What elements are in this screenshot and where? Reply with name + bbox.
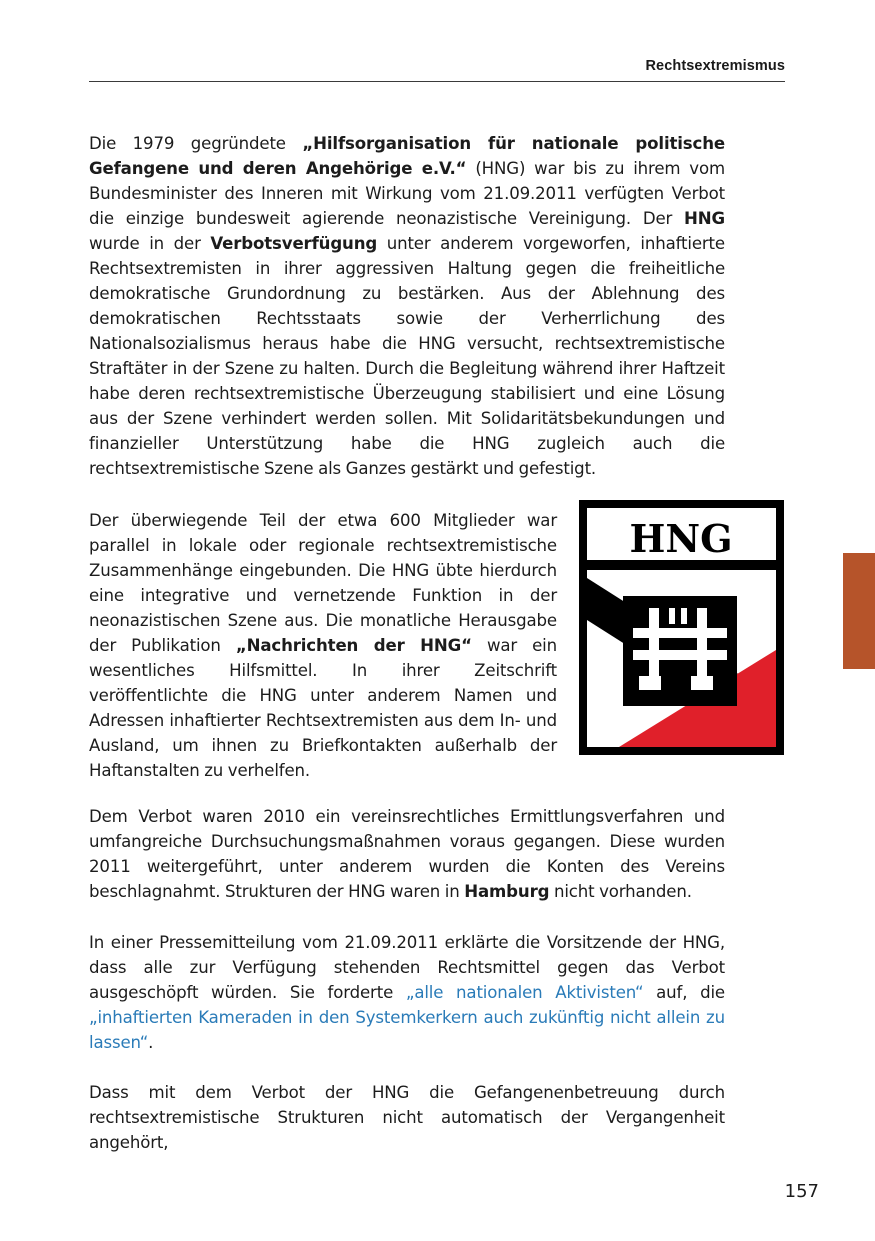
paragraph-1: Die 1979 gegründete „Hilfsorganisation für nationale politische Gefangene und deren Angehörige e.V.“ (HNG) war bis zu ihrem vom Bundesminister des Inneren mit Wirkung vom 21.09.2011 verfügten Verbot die einzige bundesweit agierende neonazistische Vereinigung. Der HNG wurde in der Verbotsverfügung unter anderem vorgeworfen, inhaftierte Rechtsextremisten in ihrer aggressiven Haltung gegen die freiheitliche demokratische Grundordnung zu bestärken. Aus der Ablehnung des demokratischen Rechtsstaats sowie der Verherrlichung des Nationalsozialismus heraus habe die HNG versucht, rechtsextremistische Straftäter in der Szene zu halten. Durch die Begleitung während ihrer Haftzeit habe deren rechtsextremistische Überzeugung stabilisiert und eine Lösung aus der Szene verhindert werden sollen. Mit Solidaritätsbekundungen und finanzieller Unterstützung habe die HNG zugleich auch die rechtsextremistische Szene als Ganzes gestärkt und gefestigt. <box>89 134 725 478</box>
page-number: 157 <box>784 1181 819 1202</box>
quote-2: „inhaftierten Kameraden in den Systemkerkern auch zukünftig nicht allein zu lassen“ <box>89 1008 725 1052</box>
quote-1: „alle nationalen Aktivisten“ <box>405 983 644 1002</box>
logo-text: HNG <box>629 516 733 561</box>
publication-title: „Nachrichten der HNG“ <box>235 636 472 655</box>
paragraph-3: Dem Verbot waren 2010 ein vereinsrechtliches Ermittlungsverfahren und umfangreiche Durchsuchungsmaßnahmen voraus gegangen. Diese wurden 2011 weitergeführt, unter anderem wurden die Konten des Vereins beschlagnahmt. Strukturen der HNG waren in Hamburg nicht vorhanden. <box>89 807 725 901</box>
running-header: Rechtsextremismus <box>645 58 785 74</box>
chapter-tab <box>843 553 875 669</box>
hng-logo <box>579 500 784 755</box>
paragraph-4: In einer Pressemitteilung vom 21.09.2011 erklärte die Vorsitzende der HNG, dass alle zur Verfügung stehenden Rechtsmittel gegen das Verbot ausgeschöpft würden. Sie forderte „alle nationalen Aktivisten“ auf, die „inhaftierten Kameraden in den Systemkerkern auch zukünftig nicht allein zu lassen“. <box>89 933 725 1052</box>
header-rule <box>89 81 785 82</box>
paragraph-5: Dass mit dem Verbot der HNG die Gefangenenbetreuung durch rechtsextremistische Strukturen nicht automatisch der Vergangenheit angehört, <box>89 1083 725 1152</box>
paragraph-2: Der überwiegende Teil der etwa 600 Mitglieder war parallel in lokale oder regionale rechtsextremistische Zusammenhänge eingebunden. Die HNG übte hierdurch eine integrative und vernetzende Funktion in der neonazistischen Szene aus. Die monatliche Herausgabe der Publikation „Nachrichten der HNG“ war ein wesentliches Hilfsmittel. In ihrer Zeitschrift veröffentlichte die HNG unter anderem Namen und Adressen inhaftierter Rechtsextremisten aus dem In- und Ausland, um ihnen zu Briefkontakten außerhalb der Haftanstalten zu verhelfen. <box>89 511 557 780</box>
org-name-bold: „Hilfsorganisation für nationale politische Gefangene und deren Angehörige e.V.“ <box>89 134 725 178</box>
